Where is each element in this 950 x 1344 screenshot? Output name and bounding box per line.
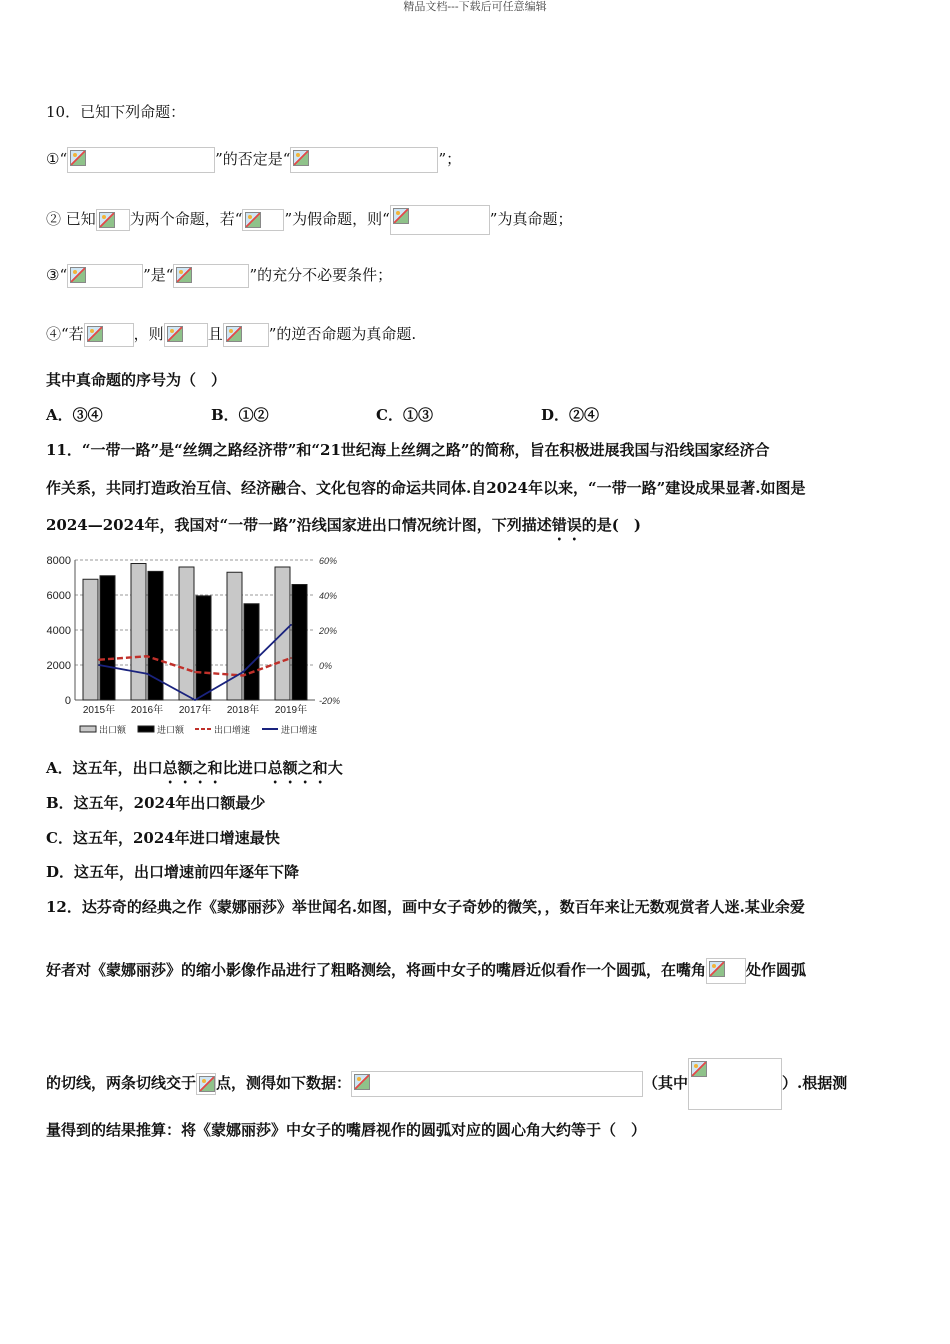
right-tick-label: 20% (319, 626, 338, 636)
right-tick-label: 60% (319, 556, 338, 566)
chart-lines (98, 624, 292, 701)
right-tick-label: 40% (319, 591, 338, 601)
point-出口增速 (194, 671, 196, 673)
q12-line-3: 的切线，两条切线交于 点，测得如下数据： （其中 ）.根据测 (46, 1058, 847, 1110)
q12-line-4: 量得到的结果推算：将《蒙娜丽莎》中女子的嘴唇视作的圆弧对应的圆心角大约等于（ ） (46, 1121, 647, 1139)
broken-image-icon (245, 212, 261, 228)
legend-label: 进口额 (157, 725, 185, 735)
broken-image-icon (87, 326, 103, 342)
left-tick-label: 8000 (46, 555, 71, 567)
point-进口增速 (242, 671, 244, 673)
formula-image (67, 147, 215, 173)
q11-option-d[interactable]: D．这五年，出口增速前四年逐年下降 (46, 863, 300, 881)
q10-options (46, 405, 706, 425)
formula-image (688, 1058, 782, 1110)
formula-image (173, 264, 249, 288)
q12-line-1: 12．达芬奇的经典之作《蒙娜丽莎》举世闻名.如图，画中女子奇妙的微笑，，数百年来让无数观赏者人迷.某业余爱 (46, 898, 805, 916)
broken-image-icon (176, 267, 192, 283)
x-tick-label: 2019年 (274, 705, 308, 716)
formula-image (290, 147, 438, 173)
formula-image (706, 958, 746, 984)
formula-image (351, 1071, 643, 1097)
q11-option-b[interactable]: B．这五年，2024年出口额最少 (46, 794, 266, 812)
broken-image-icon (199, 1076, 215, 1092)
point-出口增速 (98, 659, 100, 661)
left-tick-label: 6000 (46, 590, 71, 602)
broken-image-icon (70, 267, 86, 283)
q11-line-2: 作关系，共同打造政治互信、经济融合、文化包容的命运共同体.自2024年以来，“一带一路”建设成果显著.如图是 (46, 479, 806, 497)
formula-image (196, 1073, 216, 1095)
point-进口增速 (98, 664, 100, 666)
chart-bars (83, 564, 307, 701)
option-d[interactable]: D．②④ (541, 406, 600, 424)
q10-question: 其中真命题的序号为（ ） (46, 371, 227, 389)
chart-legend (80, 724, 317, 735)
q10-title: 10．已知下列命题： (46, 103, 186, 121)
broken-image-icon (393, 208, 409, 224)
formula-image (223, 323, 269, 347)
q10-proposition-1: ①“ ”的否定是“ ”； (46, 147, 461, 173)
x-tick-label: 2016年 (130, 705, 164, 716)
bar-进口额 (100, 576, 115, 700)
left-tick-label: 2000 (46, 660, 71, 672)
legend-label: 出口额 (99, 725, 127, 735)
legend-swatch (80, 726, 96, 732)
point-进口增速 (290, 624, 292, 626)
emphasis-wrong: 错误 (551, 516, 582, 534)
formula-image (67, 264, 143, 288)
q10-proposition-4: ④“若 ，则 且 ”的逆否命题为真命题. (46, 323, 416, 347)
formula-image (390, 205, 490, 235)
formula-image (164, 323, 208, 347)
line-进口增速 (99, 625, 291, 700)
broken-image-icon (354, 1074, 370, 1090)
bar-进口额 (196, 596, 211, 700)
formula-image (96, 209, 130, 231)
point-出口增速 (290, 657, 292, 659)
broken-image-icon (167, 326, 183, 342)
formula-image (84, 323, 134, 347)
x-tick-label: 2017年 (178, 705, 212, 716)
broken-image-icon (99, 212, 115, 228)
bar-出口额 (83, 579, 98, 700)
point-出口增速 (242, 675, 244, 677)
option-b[interactable]: B．①② (211, 406, 269, 424)
q11-option-c[interactable]: C．这五年，2024年进口增速最快 (46, 829, 280, 847)
q10-proposition-3: ③“ ”是“ ”的充分不必要条件； (46, 264, 392, 288)
point-进口增速 (194, 699, 196, 701)
right-axis-ticks (318, 556, 340, 706)
trade-chart (40, 550, 350, 740)
point-进口增速 (146, 673, 148, 675)
formula-image (242, 209, 284, 231)
x-tick-label: 2015年 (82, 705, 116, 716)
point-出口增速 (146, 655, 148, 657)
bar-出口额 (179, 567, 194, 700)
broken-image-icon (293, 150, 309, 166)
bar-进口额 (292, 585, 307, 701)
page-header: 精品文档---下载后可任意编辑 (403, 0, 547, 13)
broken-image-icon (691, 1061, 707, 1077)
broken-image-icon (226, 326, 242, 342)
left-axis-ticks (47, 555, 71, 707)
x-tick-label: 2018年 (226, 705, 260, 716)
x-axis-ticks (83, 703, 307, 716)
option-a[interactable]: A．③④ (46, 406, 103, 424)
broken-image-icon (70, 150, 86, 166)
q10-proposition-2: ② 已知 为两个命题，若“ ”为假命题，则“ ”为真命题； (46, 205, 572, 235)
legend-swatch (138, 726, 154, 732)
q11-line-1: 11．“一带一路”是“丝绸之路经济带”和“21世纪海上丝绸之路”的简称，旨在积极进展我国与沿线国家经济合 (46, 441, 770, 459)
q12-line-2: 好者对《蒙娜丽莎》的缩小影像作品进行了粗略测绘，将画中女子的嘴唇近似看作一个圆弧，在嘴角 处作圆弧 (46, 958, 806, 984)
left-tick-label: 4000 (46, 625, 71, 637)
legend-label: 出口增速 (214, 725, 251, 735)
right-tick-label: -20% (319, 696, 341, 706)
left-tick-label: 0 (64, 695, 71, 707)
bar-进口额 (244, 604, 259, 700)
broken-image-icon (709, 961, 725, 977)
q11-line-3: 2024—2024年，我国对“一带一路”沿线国家进出口情况统计图，下列描述错误的是( ) (46, 516, 641, 534)
q11-option-a[interactable]: A．这五年，出口总额之和比进口总额之和大 (46, 759, 343, 777)
right-tick-label: 0% (319, 661, 333, 671)
option-c[interactable]: C．①③ (376, 406, 433, 424)
bar-出口额 (131, 564, 146, 701)
legend-label: 进口增速 (281, 725, 318, 735)
